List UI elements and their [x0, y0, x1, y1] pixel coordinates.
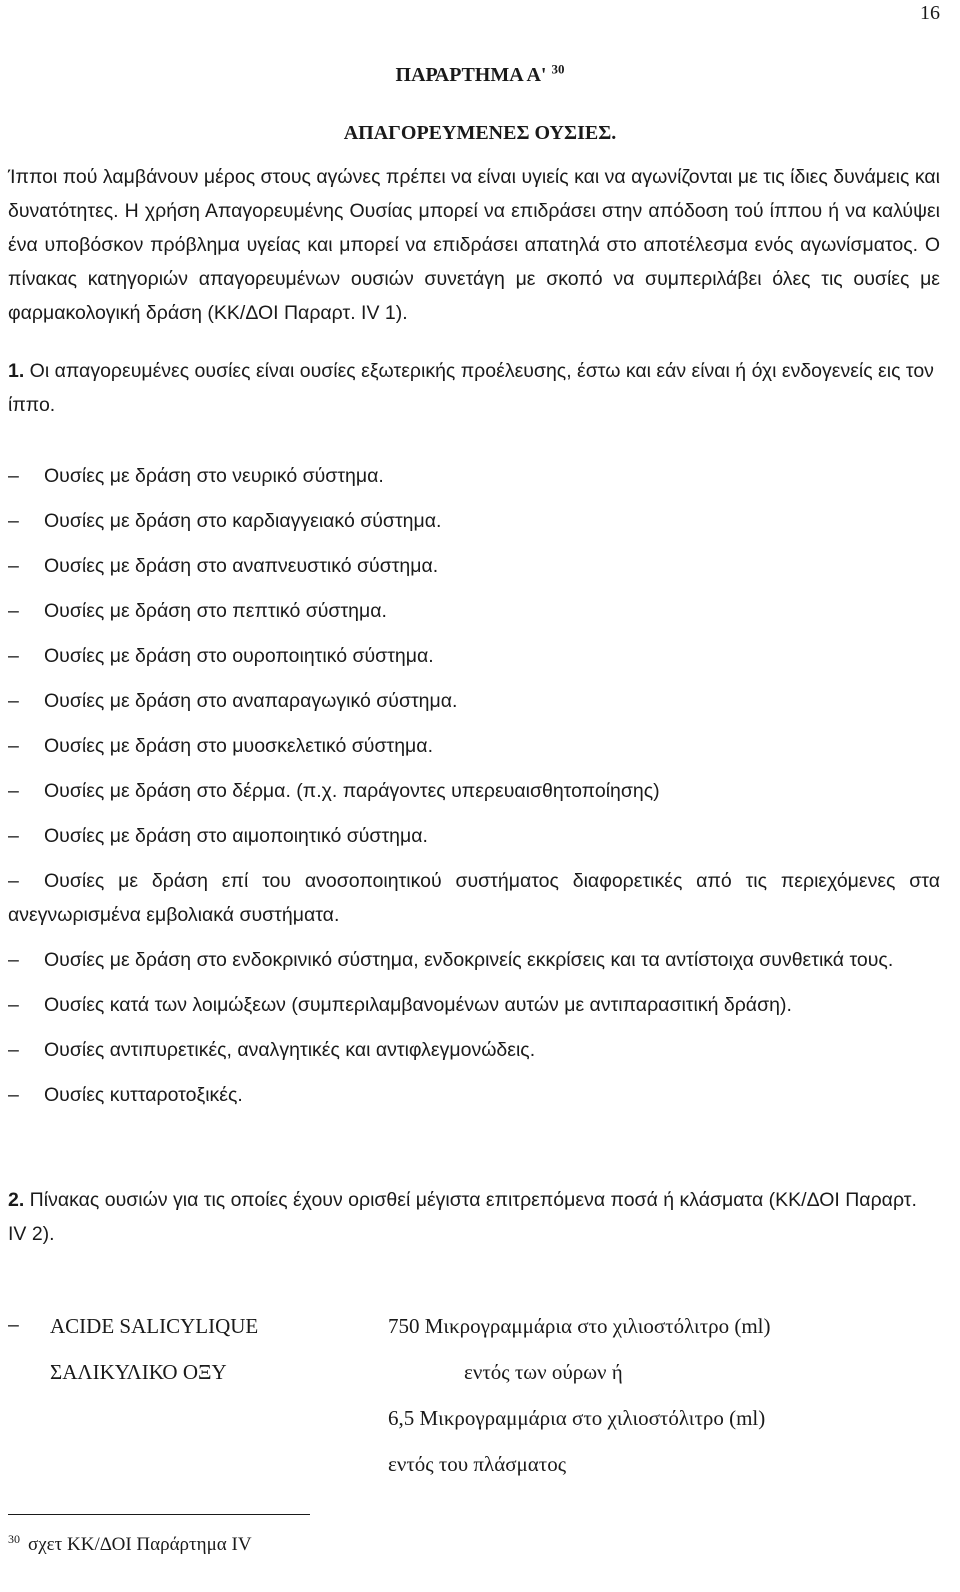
dash-bullet: – — [8, 780, 19, 802]
substance-limits-table — [8, 1310, 940, 1494]
dash-bullet: – — [8, 510, 19, 532]
plasma-limit: 6,5 Μικρογραμμάρια στο χιλιοστόλιτρο (ml) — [388, 1406, 766, 1430]
substance-name-en: ACIDE SALICYLIQUE — [50, 1314, 259, 1338]
list-item — [8, 729, 940, 763]
list-item — [8, 1033, 940, 1067]
list-item-text: Ουσίες με δράση επί του ανοσοποιητικού συστήματος διαφορετικές από τις περιεχόμενες στα ανεγνωρισμένα εμβολιακά συστήματα. — [8, 870, 940, 926]
substance-name-gr: ΣΑΛΙΚΥΛΙΚΟ ΟΞΥ — [50, 1360, 227, 1384]
list-item-text: Ουσίες κατά των λοιμώξεων (συμπεριλαμβανομένων αυτών με αντιπαρασιτική δράση). — [44, 994, 792, 1016]
section-1-number: 1. — [8, 360, 25, 382]
annex-subtitle: ΑΠΑΓΟΡΕΥΜΕΝΕΣ ΟΥΣΙΕΣ. — [343, 122, 617, 144]
annex-title-text: ΠΑΡΑΡΤΗΜΑ Α' — [395, 64, 547, 86]
dash-bullet: – — [8, 1084, 19, 1106]
list-item-text: Ουσίες με δράση στο νευρικό σύστημα. — [44, 465, 384, 487]
list-item — [8, 864, 940, 932]
list-item-text: Ουσίες αντιπυρετικές, αναλγητικές και αντιφλεγμονώδεις. — [44, 1039, 536, 1061]
section-1-text: Οι απαγορευμένες ουσίες είναι ουσίες εξωτερικής προέλευσης, έστω και εάν είναι ή όχι ενδογενείς εις τον ίππο. — [8, 360, 934, 416]
dash-bullet: – — [8, 1314, 19, 1336]
list-item — [8, 549, 940, 583]
table-row — [8, 1448, 940, 1494]
list-item — [8, 639, 940, 673]
list-item-text: Ουσίες με δράση στο δέρμα. (π.χ. παράγοντες υπερευαισθητοποίησης) — [44, 780, 660, 802]
list-item — [8, 943, 940, 977]
intro-paragraph: Ίπποι πού λαμβάνουν μέρος στους αγώνες πρέπει να είναι υγιείς και να αγωνίζονται με τις ίδιες δυνάμεις και δυνατότητες. Η χρήση Απαγορευμένης Ουσίας μπορεί να επιδράσει στην απόδοση τού ίππου ή να καλύψει ένα υποβόσκον πρόβλημα υγείας και μπορεί να επιδράσει απατηλά στο αποτέλεσμα ενός αγωνίσματος. Ο πίνακας κατηγοριών απαγορευμένων ουσιών συνετάγη με σκοπό να συμπεριλάβει όλες τις ουσίες με φαρμακολογική δράση (ΚΚ/ΔΟΙ Παραρτ. IV 1). — [8, 166, 940, 324]
list-item-text: Ουσίες με δράση στο ουροποιητικό σύστημα. — [44, 645, 434, 667]
list-item — [8, 459, 940, 493]
footnote-reference: 30 — [551, 61, 565, 77]
list-item — [8, 1078, 940, 1112]
dash-bullet: – — [8, 690, 19, 712]
footnote-divider — [8, 1514, 310, 1515]
dash-bullet: – — [8, 1039, 19, 1061]
dash-bullet: – — [8, 870, 19, 892]
section-2-number: 2. — [8, 1189, 25, 1211]
prohibited-categories-list — [8, 459, 940, 1123]
list-item — [8, 988, 940, 1022]
dash-bullet: – — [8, 555, 19, 577]
table-row — [8, 1356, 940, 1402]
list-item — [8, 819, 940, 853]
dash-bullet: – — [8, 735, 19, 757]
dash-bullet: – — [8, 645, 19, 667]
list-item — [8, 684, 940, 718]
list-item — [8, 774, 940, 808]
page-number: 16 — [920, 2, 940, 24]
list-item-text: Ουσίες με δράση στο καρδιαγγειακό σύστημα. — [44, 510, 442, 532]
list-item-text: Ουσίες με δράση στο μυοσκελετικό σύστημα. — [44, 735, 433, 757]
list-item — [8, 594, 940, 628]
footnote — [8, 1531, 252, 1556]
list-item-text: Ουσίες με δράση στο αιμοποιητικό σύστημα. — [44, 825, 428, 847]
list-item-text: Ουσίες με δράση στο αναπαραγωγικό σύστημα. — [44, 690, 458, 712]
list-item — [8, 504, 940, 538]
section-2-paragraph — [8, 1183, 940, 1251]
urine-label: εντός των ούρων ή — [464, 1360, 623, 1384]
dash-bullet: – — [8, 465, 19, 487]
footnote-text: σχετ ΚΚ/ΔΟΙ Παράρτημα IV — [28, 1534, 252, 1555]
list-item-text: Ουσίες με δράση στο αναπνευστικό σύστημα. — [44, 555, 439, 577]
footnote-number: 30 — [8, 1531, 20, 1546]
dash-bullet: – — [8, 600, 19, 622]
annex-title — [0, 61, 960, 87]
table-row — [8, 1402, 940, 1448]
plasma-label: εντός του πλάσματος — [388, 1452, 567, 1476]
section-1-paragraph — [8, 354, 940, 422]
table-row — [8, 1310, 940, 1356]
dash-bullet: – — [8, 949, 19, 971]
urine-limit: 750 Μικρογραμμάρια στο χιλιοστόλιτρο (ml) — [388, 1314, 771, 1338]
section-2-text: Πίνακας ουσιών για τις οποίες έχουν ορισθεί μέγιστα επιτρεπόμενα ποσά ή κλάσματα (ΚΚ/ΔΟΙ Παραρτ. IV 2). — [8, 1189, 917, 1245]
dash-bullet: – — [8, 994, 19, 1016]
list-item-text: Ουσίες με δράση στο πεπτικό σύστημα. — [44, 600, 387, 622]
dash-bullet: – — [8, 825, 19, 847]
list-item-text: Ουσίες κυτταροτοξικές. — [44, 1084, 243, 1106]
list-item-text: Ουσίες με δράση στο ενδοκρινικό σύστημα, ενδοκρινείς εκκρίσεις και τα αντίστοιχα συνθετικά τους. — [44, 949, 894, 971]
